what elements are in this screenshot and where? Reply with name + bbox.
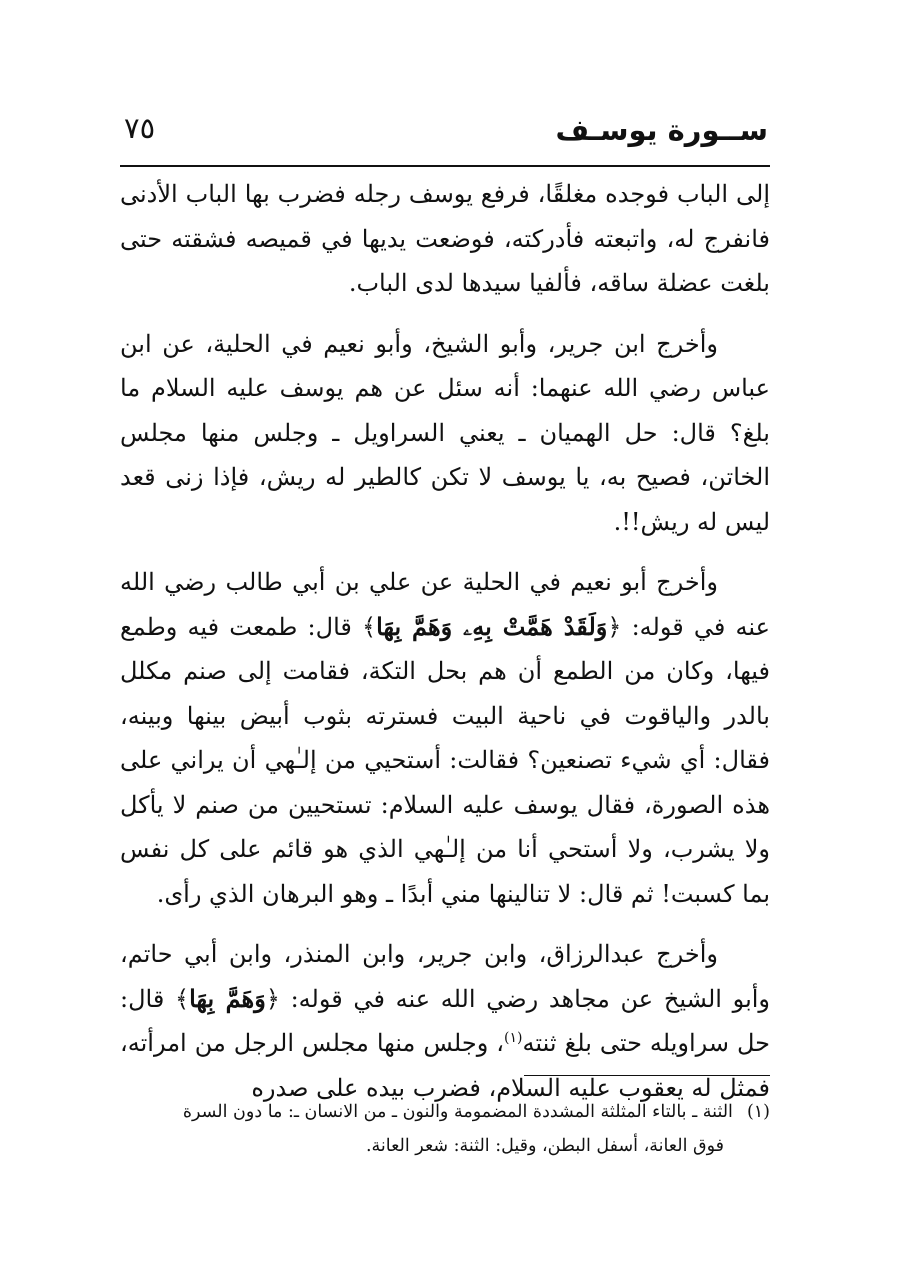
quran-verse-text: وَلَقَدْ هَمَّتْ بِهِۦ وَهَمَّ بِهَا xyxy=(376,611,608,641)
book-page xyxy=(120,88,770,1208)
paragraph-3 xyxy=(120,560,770,916)
paragraph-4-body: ، وجلس منها مجلس الرجل من امرأته، فمثل له يعقوب عليه السلام، فضرب بيده على صدره xyxy=(120,1029,770,1102)
paragraph-3-intro: وأخرج أبو نعيم في الحلية عن علي بن أبي طالب رضي الله عنه في قوله: xyxy=(120,568,770,641)
surah-title: ســورة يوسـف xyxy=(555,113,768,147)
quran-bracket-open: ﴿ xyxy=(607,612,622,641)
quran-quote-2 xyxy=(175,984,280,1013)
paragraph-4-mid: قال: حل سراويله حتى بلغ ثنته xyxy=(120,984,771,1057)
quran-bracket-close: ﴾ xyxy=(362,612,377,641)
quran-quote-1 xyxy=(362,612,621,641)
quran-bracket-open: ﴿ xyxy=(265,984,280,1013)
paragraph-3-body: قال: طمعت فيه وطمع فيها، وكان من الطمع أن هم بحل التكة، فقامت إلى صنم مكلل بالدر والياقوت في ناحية البيت فسترته بثوب أبيض بينها وبينه، فقال: أي شيء تصنعين؟ فقالت: أستحيي من إلـٰهي أن يراني على هذه الصورة، فقال يوسف عليه السلام: تستحيين من صنم لا يأكل ولا يشرب، ولا أستحي أنا من إلـٰهي الذي هو قائم على كل نفس بما كسبت! ثم قال: لا تنالينها مني أبدًا ـ وهو البرهان الذي رأى. xyxy=(120,612,770,908)
paragraph-4-intro: وأخرج عبدالرزاق، وابن جرير، وابن المنذر، وابن أبي حاتم، وأبو الشيخ عن مجاهد رضي الله عنه في قوله: xyxy=(120,940,771,1013)
quran-bracket-close: ﴾ xyxy=(175,984,190,1013)
page-number: ٧٥ xyxy=(124,111,156,145)
footnote-text-1: الثنة ـ بالتاء المثلثة المشددة المضمومة والنون ـ من الانسان ـ: ما دون السرة xyxy=(182,1102,733,1122)
footnote-number: (١) xyxy=(746,1102,770,1122)
footnote-divider xyxy=(524,1075,770,1076)
quran-verse-text: وَهَمَّ بِهَا xyxy=(189,983,266,1013)
paragraph-1: إلى الباب فوجده مغلقًا، فرفع يوسف رجله فضرب بها الباب الأدنى فانفرج له، واتبعته فأدركته، فوضعت يديها في قميصه فشقته حتى بلغت عضلة ساقه، فألفيا سيدها لدى الباب. xyxy=(120,180,770,297)
page-header xyxy=(120,106,770,152)
footnote-line-2: فوق العانة، أسفل البطن، وقيل: الثنة: شعر العانة. xyxy=(365,1136,724,1156)
main-text xyxy=(120,172,770,1126)
footnote-line-1 xyxy=(120,1095,770,1129)
footnote xyxy=(120,1095,770,1163)
paragraph-4 xyxy=(120,932,770,1110)
paragraph-2: وأخرج ابن جرير، وأبو الشيخ، وأبو نعيم في الحلية، عن ابن عباس رضي الله عنهما: أنه سئل عن هم يوسف عليه السلام ما بلغ؟ قال: حل الهميان ـ يعني السراويل ـ وجلس منها مجلس الخاتن، فصيح به، يا يوسف لا تكن كالطير له ريش، فإذا زنى قعد ليس له ريش!!. xyxy=(120,329,770,536)
header-divider xyxy=(120,165,770,167)
footnote-reference[interactable]: (١) xyxy=(504,1030,523,1046)
